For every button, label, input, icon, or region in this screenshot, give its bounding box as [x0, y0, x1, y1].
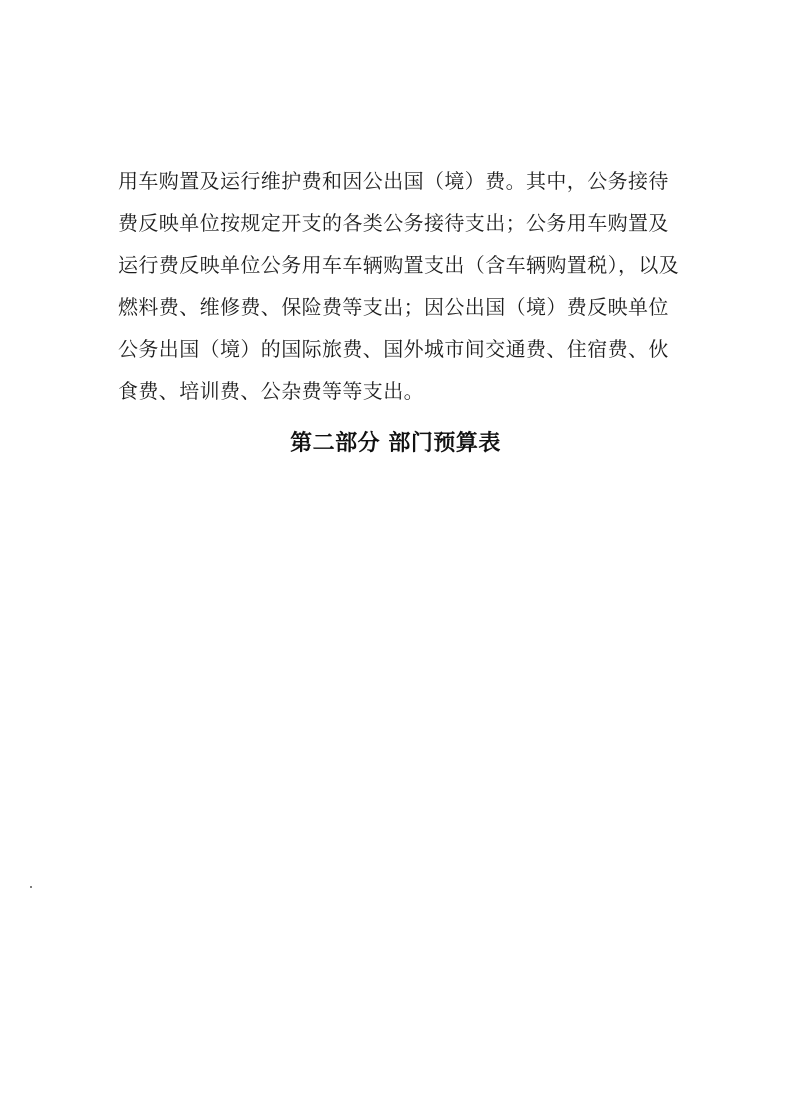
- paragraph-line: 燃料费、维修费、保险费等支出；因公出国（境）费反映单位: [118, 295, 669, 319]
- scan-speck: [30, 886, 32, 888]
- body-paragraph: [118, 160, 678, 412]
- paragraph-line: 用车购置及运行维护费和因公出国（境）费。其中，公务接待: [118, 169, 669, 193]
- paragraph-line: 食费、培训费、公杂费等等支出。: [118, 379, 424, 403]
- section-heading: 第二部分 部门预算表: [290, 431, 501, 456]
- paragraph-line: 运行费反映单位公务用车车辆购置支出（含车辆购置税），以及: [118, 253, 680, 277]
- paragraph-line: 费反映单位按规定开支的各类公务接待支出；公务用车购置及: [118, 211, 669, 235]
- paragraph-line: 公务出国（境）的国际旅费、国外城市间交通费、住宿费、伙: [118, 337, 669, 361]
